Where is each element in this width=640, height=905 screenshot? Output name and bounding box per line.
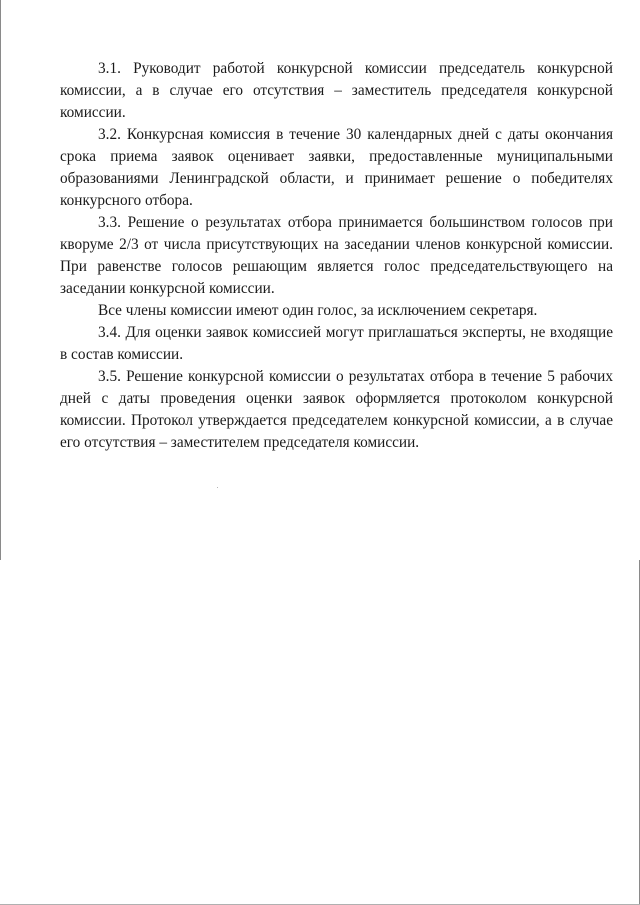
- paragraph-votes: Все члены комиссии имеют один голос, за исключением секретаря.: [98, 302, 538, 319]
- scan-speck: [217, 487, 218, 488]
- scan-edge-left: [0, 0, 1, 560]
- paragraph-3-1: 3.1. Руководит работой конкурсной комиссии председатель конкурсной комиссии, а в случае его отсутствия – заместитель председателя конкурсной комиссии.: [60, 60, 613, 121]
- paragraph-3-5: 3.5. Решение конкурсной комиссии о результатах отбора в течение 5 рабочих дней с даты проведения оценки заявок оформляется протоколом конкурсной комиссии. Протокол утверждается председателем конкурсной комиссии, а в случае его отсутствия – заместителем председателя комиссии.: [60, 368, 613, 451]
- document-body: [60, 58, 613, 454]
- paragraph-3-3: 3.3. Решение о результатах отбора принимается большинством голосов при кворуме 2/3 от числа присутствующих на заседании членов конкурсной комиссии. При равенстве голосов решающим является голос председательствующего на заседании конкурсной комиссии.: [60, 214, 613, 297]
- paragraph-3-2: 3.2. Конкурсная комиссия в течение 30 календарных дней с даты окончания срока приема заявок оценивает заявки, предоставленные муниципальными образованиями Ленинградской области, и принимает решение о победителях конкурсного отбора.: [60, 126, 613, 209]
- paragraph-3-4: 3.4. Для оценки заявок комиссией могут приглашаться эксперты, не входящие в состав комиссии.: [60, 324, 613, 363]
